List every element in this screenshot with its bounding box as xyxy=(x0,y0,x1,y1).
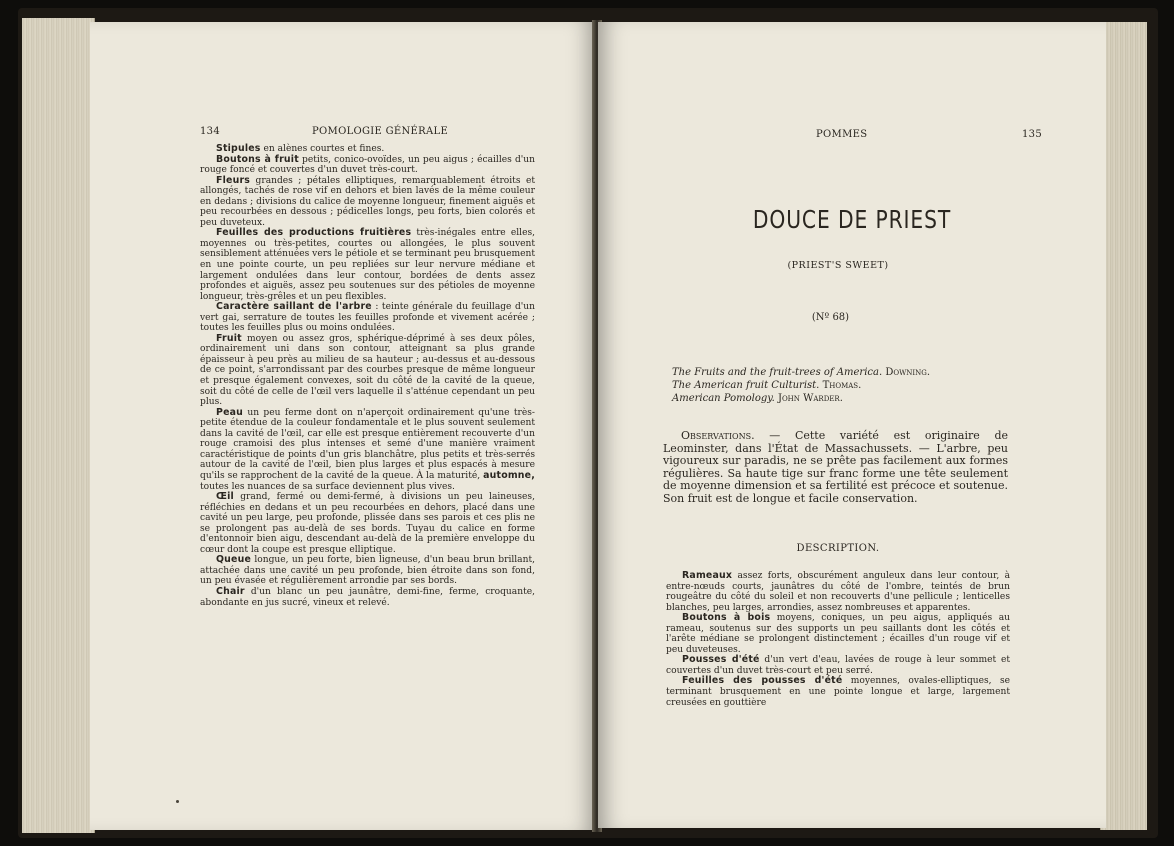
paragraph-lead: Feuilles des productions fruitières xyxy=(216,227,412,239)
paragraph-text: assez forts, obscurément anguleux dans leur contour, à entre-nœuds courts, jaunâtres du côté de l'ombre, teintés de brun rougeâtre du côté du soleil et non recouverts d'une pellicule ; lenticelles blanches, peu larges, arrondies, assez nombreuses et apparentes. xyxy=(666,571,1010,613)
paragraph-lead: Œil xyxy=(216,491,234,503)
paragraph xyxy=(200,302,535,334)
paragraph-text: en alènes courtes et fines. xyxy=(260,144,385,154)
left-running-head: POMOLOGIE GÉNÉRALE xyxy=(312,126,449,137)
paragraph-lead: Boutons à bois xyxy=(682,612,771,624)
left-page xyxy=(90,22,595,830)
paragraph-text: un peu ferme dont on n'aperçoit ordinairement qu'une très-petite étendue de la couleur fondamentale et le plus souvent seulement dans la cavité de l'œil, car elle est presque entièrement recouverte d'un rouge cramoisi des plus intenses et semé d'une manière vraiment caractéristique de points d'un gris blanchâtre, plus petits et très-serrés autour de la cavité de l'œil, bien plus larges et plus espacés à mesure qu'ils se rapprochent de la cavité de la queue. À la maturité, xyxy=(200,407,535,481)
paragraph-lead: Rameaux xyxy=(682,570,733,581)
paragraph-text: d'un blanc un peu jaunâtre, demi-fine, ferme, croquante, abondante en jus sucré, vineux et relevé. xyxy=(200,586,535,608)
paragraph-lead: Queue xyxy=(216,554,252,566)
paragraph xyxy=(200,228,535,302)
observations-label: Observations. xyxy=(681,429,755,442)
reference-3: American Pomology. John Warder. xyxy=(672,393,843,404)
description-heading: DESCRIPTION. xyxy=(796,543,880,554)
paragraph-text: : teinte générale du feuillage d'un vert gai, serrature de toutes les feuilles profonde et vivement acérée ; toutes les feuilles plus ou moins ondulées. xyxy=(200,302,535,334)
left-page-number: 134 xyxy=(200,126,220,137)
paragraph-text: petits, conico-ovoïdes, un peu aigus ; écailles d'un rouge foncé et couvertes d'un duvet très-court. xyxy=(200,154,535,176)
paragraph-text: moyen ou assez gros, sphérique-déprimé à ses deux pôles, ordinairement uni dans son contour, atteignant sa plus grande épaisseur à peu près au milieu de sa hauteur ; au-dessus et au-dessous de ce point, s'arrondissant par des courbes presque de même longueur et presque également convexes, soit du côté de la cavité de la queue, soit du côté de celle de l'œil vers laquelle il s'atténue cependant un peu plus. xyxy=(200,333,535,408)
paragraph-lead: Chair xyxy=(216,585,245,597)
paragraph-lead: Boutons à fruit xyxy=(216,153,299,165)
paragraph-emphasis: automne, xyxy=(483,469,535,481)
paragraph xyxy=(200,555,535,587)
paragraph xyxy=(200,155,535,176)
paragraph-text: grandes ; pétales elliptiques, remarquablement étroits et allongés, tachés de rose vif en dehors et bien lavés de la même couleur en dedans ; divisions du calice de moyenne longueur, finement aiguës et peu recourbées en dessous ; pédicelles longs, peu forts, bien colorés et peu duveteux. xyxy=(200,175,535,228)
paragraph-text: moyennes, ovales-elliptiques, se terminant brusquement en une pointe longue et large, largement creusées en gouttière xyxy=(666,676,1010,708)
paragraph-text: longue, un peu forte, bien ligneuse, d'un beau brun brillant, attachée dans une cavité un peu profonde, bien étroite dans son fond, un peu évasée et régulièrement arrondie par ses bords. xyxy=(200,555,535,587)
paragraph xyxy=(666,655,1010,676)
paragraph xyxy=(200,176,535,229)
reference-1: The Fruits and the fruit-trees of America. Downing. xyxy=(672,367,931,378)
paragraph-lead: Stipules xyxy=(216,143,261,154)
reference-2: The American fruit Culturist. Thomas. xyxy=(672,380,862,391)
page-edges-right xyxy=(1100,22,1147,830)
paragraph xyxy=(200,408,535,492)
right-running-head: POMMES xyxy=(816,129,868,140)
bibliography xyxy=(672,366,930,405)
left-body-text xyxy=(200,144,535,608)
paragraph xyxy=(200,587,535,608)
paragraph-lead: Fleurs xyxy=(216,174,251,186)
paragraph-lead: Feuilles des pousses d'été xyxy=(682,675,843,687)
paragraph-lead: Peau xyxy=(216,406,244,418)
paragraph-lead: Fruit xyxy=(216,332,242,344)
paragraph xyxy=(666,613,1010,655)
paragraph-lead: Caractère saillant de l'arbre xyxy=(216,301,372,313)
paragraph-text: grand, fermé ou demi-fermé, à divisions un peu laineuses, réfléchies en dedans et un peu recourbées en dehors, placé dans une cavité un peu large, peu profonde, plissée dans ses parois et ces plis ne se prolongent pas au-delà de ses bords. Tuyau du calice en forme d'entonnoir bien aigu, descendant au-delà de la première enveloppe du cœur dont la coupe est presque elliptique. xyxy=(200,492,535,555)
ink-speck xyxy=(176,800,179,803)
paragraph xyxy=(200,334,535,408)
right-page-number: 135 xyxy=(1022,129,1042,140)
paragraph-text: moyens, coniques, un peu aigus, appliqués au rameau, soutenus sur des supports un peu saillants dont les côtés et l'arête médiane se prolongent distinctement ; écailles d'un rouge vif et peu duveteuses. xyxy=(666,613,1010,655)
variety-subtitle: (PRIEST'S SWEET) xyxy=(787,260,889,271)
paragraph-text: d'un vert d'eau, lavées de rouge à leur sommet et couvertes d'un duvet très-court et peu serré. xyxy=(666,655,1010,676)
paragraph xyxy=(666,676,1010,708)
paragraph-text: très-inégales entre elles, moyennes ou très-petites, courtes ou allongées, le plus souvent sensiblement atténuées vers le pétiole et se terminant peu brusquement en une pointe courte, un peu repliées sur leur nervure médiane et largement ondulées dans leur contour, bordées de dents assez profondes et aiguës, assez peu soutenues sur des pétioles de moyenne longueur, très-grêles et un peu flexibles. xyxy=(200,228,536,302)
right-page xyxy=(598,22,1106,828)
right-body-text xyxy=(666,571,1010,708)
paragraph xyxy=(200,492,535,555)
paragraph xyxy=(666,571,1010,613)
page-edges-left xyxy=(22,18,95,833)
paragraph-text: toutes les nuances de sa surface deviennent plus vives. xyxy=(200,481,455,492)
observations-text: — Cette variété est originaire de Leominster, dans l'État de Massachussets. — L'arbre, peu vigoureux sur paradis, ne se prête pas facilement aux formes régulières. Sa haute tige sur franc forme une tête seulement de moyenne dimension et sa fertilité est précoce et soutenue. Son fruit est de longue et facile conservation. xyxy=(663,429,1008,505)
variety-title: DOUCE DE PRIEST xyxy=(752,205,952,234)
observations xyxy=(663,430,1008,506)
paragraph-lead: Pousses d'été xyxy=(682,654,760,666)
variety-number: (Nº 68) xyxy=(811,312,850,323)
